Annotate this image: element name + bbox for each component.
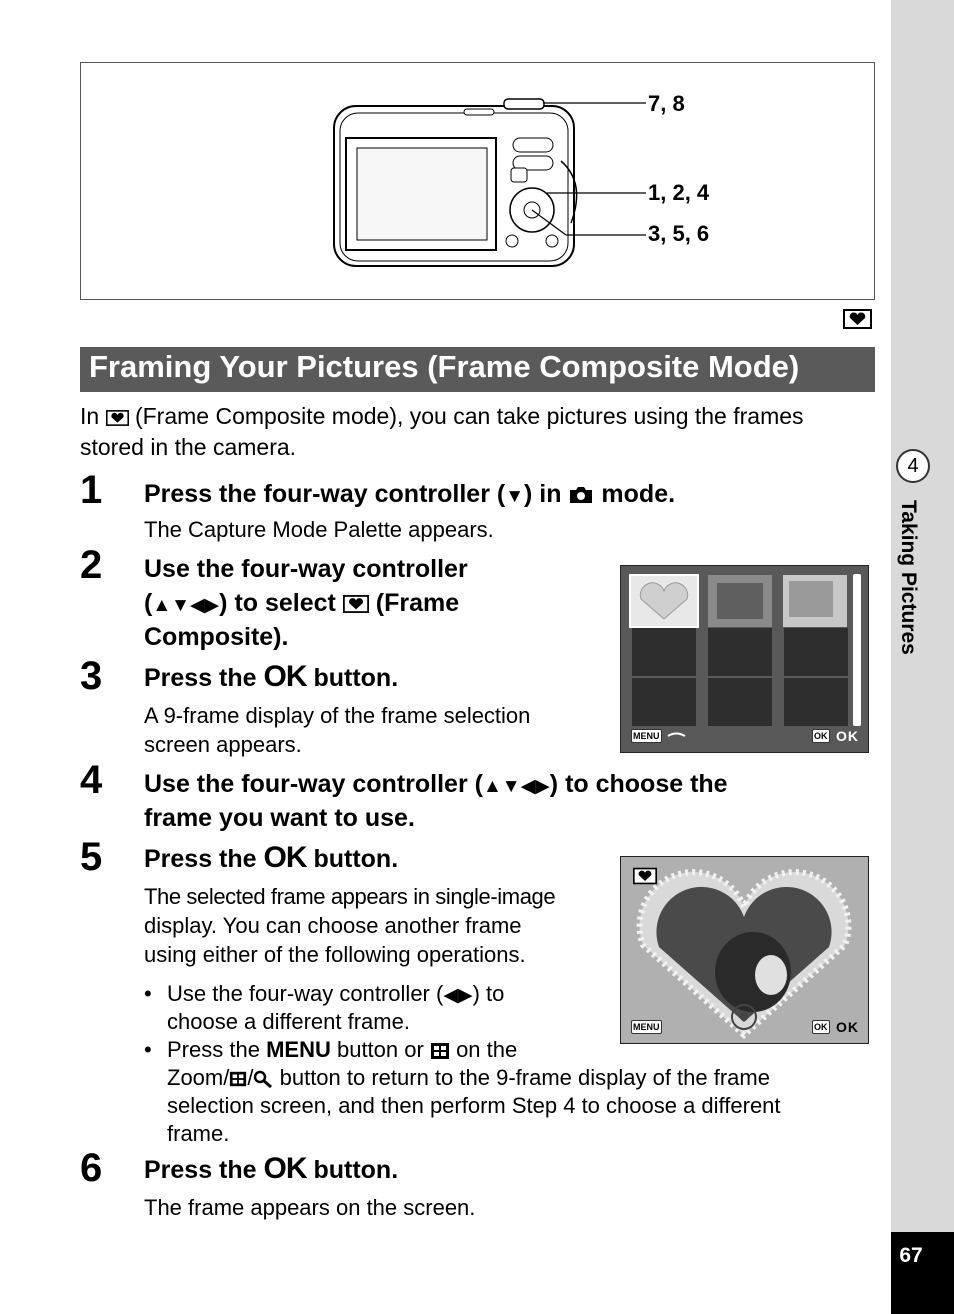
chapter-side-tab xyxy=(891,0,954,1314)
step-1-title-c: mode. xyxy=(601,480,676,508)
step-1-title xyxy=(144,477,675,514)
step-3-title-b: button. xyxy=(313,664,399,692)
step-2-line-2-b: ) to select xyxy=(219,589,336,617)
step-2-line-3: Composite). xyxy=(144,623,289,651)
four-way-arrows-icon: ▲▼◀▶ xyxy=(152,595,220,616)
step-2-line-2-c: (Frame xyxy=(375,589,460,617)
frame-composite-mode-icon xyxy=(633,866,657,886)
ok-button-glyph: OK xyxy=(263,1152,307,1185)
step-2-line-2 xyxy=(144,586,459,623)
menu-button-label: MENU xyxy=(633,731,660,741)
bullet-2-a: Press the xyxy=(167,1037,260,1062)
left-right-arrows-icon: ◀▶ xyxy=(443,985,473,1006)
step-4-line-1-a: Use the four-way controller ( xyxy=(144,770,483,798)
bullet-dot: • xyxy=(144,981,152,1006)
heart-frame-preview xyxy=(621,857,867,1042)
frame-thumbnail-grid xyxy=(621,566,867,751)
ok-button-small-label: OK xyxy=(814,1022,828,1032)
camera-mode-icon xyxy=(568,485,594,505)
intro-line-2: stored in the camera. xyxy=(80,434,297,460)
bullet-2-line-4: frame. xyxy=(167,1121,230,1146)
step-6-title xyxy=(144,1152,398,1187)
intro-text-a: In xyxy=(80,403,100,429)
camera-back-illustration xyxy=(81,63,876,301)
ok-button-small-label: OK xyxy=(814,731,828,741)
step-2-line-1: Use the four-way controller xyxy=(144,555,468,583)
bullet-2-e: / xyxy=(247,1065,254,1090)
page-number: 67 xyxy=(899,1244,923,1267)
chapter-number-badge: 4 xyxy=(896,449,930,483)
thumbnail-grid-icon xyxy=(229,1070,247,1088)
step-4-line-1-b: ) to choose the xyxy=(549,770,728,798)
bullet-2-line-3: selection screen, and then perform Step 4 to choose a different xyxy=(167,1093,781,1118)
ok-label: OK xyxy=(836,1019,859,1035)
step-5-description-3: using either of the following operations. xyxy=(144,942,526,967)
bullet-1-line-2: choose a different frame. xyxy=(167,1009,410,1034)
thumbnail-grid-icon xyxy=(430,1042,450,1060)
frame-selection-screen xyxy=(620,565,869,753)
menu-button-glyph: MENU xyxy=(266,1037,331,1062)
intro-text-b: (Frame Composite mode), you can take pictures using the frames xyxy=(134,403,804,429)
step-4-number: 4 xyxy=(80,758,103,802)
step-2-number: 2 xyxy=(80,543,103,587)
frame-composite-icon xyxy=(106,409,129,427)
single-frame-display-screen xyxy=(620,856,869,1044)
step-5-description-1: The selected frame appears in single-image xyxy=(144,884,556,909)
bullet-1-line-1 xyxy=(167,980,504,1010)
four-way-arrows-icon: ▲▼◀▶ xyxy=(482,776,550,797)
step-2-line-2-a: ( xyxy=(144,589,153,617)
ok-label: OK xyxy=(836,728,859,744)
step-5-title-a: Press the xyxy=(144,845,257,873)
step-1-description: The Capture Mode Palette appears. xyxy=(144,517,494,542)
step-6-title-b: button. xyxy=(313,1156,399,1184)
bullet-2-b: button or xyxy=(336,1037,424,1062)
step-5-description-2: display. You can choose another frame xyxy=(144,913,522,938)
bullet-1-a: Use the four-way controller ( xyxy=(167,981,444,1006)
bullet-2-line-2 xyxy=(167,1064,770,1092)
camera-back-figure xyxy=(80,62,875,300)
menu-button-label: MENU xyxy=(633,1022,660,1032)
step-4-line-2: frame you want to use. xyxy=(144,804,415,832)
step-5-title xyxy=(144,841,398,876)
step-3-description-2: screen appears. xyxy=(144,732,302,757)
magnify-icon xyxy=(253,1070,273,1088)
ok-button-glyph: OK xyxy=(263,660,307,693)
step-5-number: 5 xyxy=(80,835,103,879)
step-3-description-1: A 9-frame display of the frame selection xyxy=(144,703,531,728)
ok-button-glyph: OK xyxy=(263,841,307,874)
callout-1-2-4: 1, 2, 4 xyxy=(648,180,710,205)
step-3-title xyxy=(144,660,398,695)
bullet-dot: • xyxy=(144,1037,152,1062)
callout-3-5-6: 3, 5, 6 xyxy=(648,221,710,246)
bullet-2-f: button to return to the 9-frame display of the frame xyxy=(279,1065,770,1090)
section-title: Framing Your Pictures (Frame Composite Mode) xyxy=(89,349,800,384)
step-3-title-a: Press the xyxy=(144,664,257,692)
step-1-number: 1 xyxy=(80,468,103,512)
step-6-description: The frame appears on the screen. xyxy=(144,1195,476,1220)
step-1-title-b: ) in xyxy=(524,480,562,508)
step-1-title-a: Press the four-way controller ( xyxy=(144,480,506,508)
bullet-2-c: on the xyxy=(456,1037,518,1062)
bullet-2-line-1 xyxy=(167,1036,517,1064)
step-6-number: 6 xyxy=(80,1146,103,1190)
frame-composite-mode-icon xyxy=(843,309,872,329)
frame-composite-icon xyxy=(343,594,369,614)
down-arrow-icon: ▼ xyxy=(505,486,525,507)
bullet-1-b: ) to xyxy=(472,981,505,1006)
step-3-number: 3 xyxy=(80,654,103,698)
step-4-line-1 xyxy=(144,767,728,804)
chapter-title-vertical: Taking Pictures xyxy=(897,500,920,655)
step-5-title-b: button. xyxy=(313,845,399,873)
intro-line-1 xyxy=(80,401,804,432)
step-6-title-a: Press the xyxy=(144,1156,257,1184)
callout-7-8: 7, 8 xyxy=(648,91,685,116)
bullet-2-d: Zoom/ xyxy=(167,1065,230,1090)
